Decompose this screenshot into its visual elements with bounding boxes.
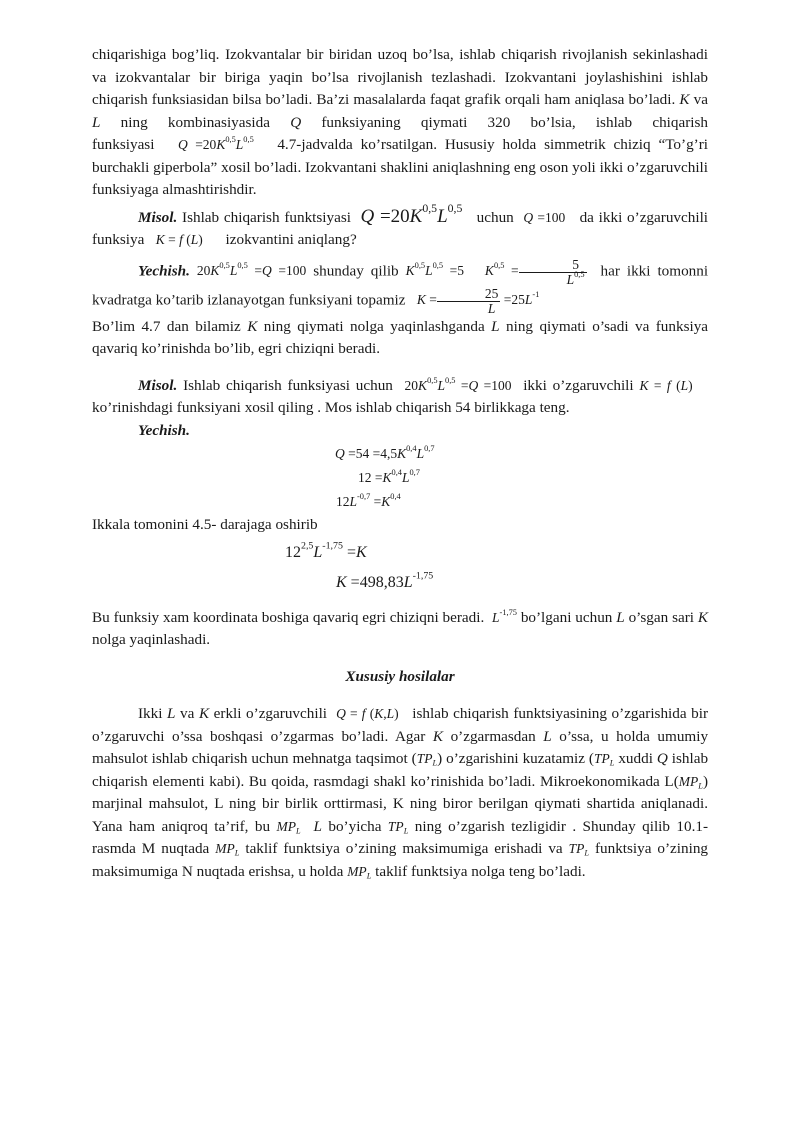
example-2: Misol. Ishlab chiqarish funksiyasi uchun $20K^{0,5}L^{0,5} =Q =100$ ikki o’zgaruvchili K = f (L) ko’rinishdagi funksiyani xosil qiling . Mos ishlab chiqarish 54 birlikkaga teng.	[92, 375, 693, 416]
page-content	[92, 44, 708, 883]
equation-5: $K =498,83L^{-1,75}$	[336, 570, 434, 591]
formula-q-of-kl: Q = f (K,L)	[336, 706, 399, 722]
solution-1: Yechish. $20K^{0,5}L^{0,5} =Q =100$ shunday qilib $K^{0,5}L^{0,5} =5$ K$^{0,5}$ = $\frac{5}{L^{0,5}}$ har ikkі tomonni kvadratga ko’tarib izlanayotgan funksiyani topamiz K = $\frac{25}{L}$ $=25L^{-1}$	[92, 256, 709, 316]
paragraph-izokvanta: chiqarishiga bog’liq. Izokvantalar bir biridan uzoq bo’lsa, ishlab chiqarish rivojlanish sekinlashadi va izokvantalar bir biriga yaqin bo’lsa rivojlanish tezlashadi. Izokvantani joylashishini ishlab chiqarish funksiasidan bilsa bo’ladi. Ba’zi masalalarda faqat grafik orqali ham aniqlasa bo’ladi. K va L ning kombinasiyasida Q funksiyaning qiymati 320 bo’lsia, ishlab chiqarish funksiyasi $Q =20K^{0,5}L^{0,5}$ 4.7-jadvalda ko’rsatilgan. Hususiy holda simmetrik chiziq “To’g’ri burchakli giperbola” xosil bo’ladi. Izokvantani shaklini aniqlashning eng oson yoli ikki o’zgaruvchili funksiyaga almashtirishdir.	[92, 46, 709, 198]
formula-tpl-4: $TP_L$	[568, 841, 590, 858]
section-heading: Xususiy hosilalar	[345, 667, 455, 685]
formula-k-of-l-2: K = f (L)	[639, 377, 693, 393]
paragraph-funksiy: Bu funksiy xam koordinata boshiga qavariq egri chiziqni beradi. $L^{-1,75}$ bo’lgani uchun L o’sgan sari K nolga yaqinlashadi.	[92, 607, 709, 648]
equation-2: $12 =K^{0,4}L^{0,7}$	[358, 467, 420, 485]
paragraph-ikkala: Ikkala tomonini 4.5- darajaga oshirib	[92, 516, 318, 533]
paragraph-bolim: Bo’lim 4.7 dan bilamiz K ning qiymati nolga yaqinlashganda L ning qiymati o’sadi va funksiya qavariq ko’rinishda bo’lib, egri chiziqni beradi.	[92, 317, 709, 357]
formula-k-of-l: K = f (L)	[155, 232, 203, 247]
formula-solution-1b: $K^{0,5}L^{0,5} =5$	[405, 260, 464, 279]
formula-tpl-1: $TP_L$	[416, 751, 438, 768]
formula-solution-1d: K = $\frac{25}{L}$ $=25L^{-1}$	[416, 285, 540, 316]
equation-1: $Q =54 =4,5K^{0,4}L^{0,7}$	[335, 443, 435, 461]
formula-mpl-2: $MP_L$	[276, 818, 301, 836]
paragraph-xususiy: Ikki L va K erkli o’zgaruvchili Q = f (K,L) ishlab chiqarish funktsiyasining o’zgarishida bir o’zgaruvchi o’ssa boshqasi o’zgarmas bo’ladi. Agar K o’zgarmasdan L o’ssa, u holda umumiy mahsulot ishlab chiqarish uchun mehnatga taqsimot $(TP_L)$ o’zgarishini kuzatamiz ($TP_L$ xuddi Q ishlab chiqarish elementi kabi). Bu qoida, rasmdagi shakl ko’rinishida bo’ladi. Mikroekonomikada $L(MP_L)$ marjinal mahsulot, L ning bir birlik orttirmasi, K ning biror berilgan qiymati shartida aniqlanadi. Yana ham aniqroq ta’rif, bu $MP_L$ L bo’yicha $TP_L$ ning o’zgarish tezligidir . Shunday qilib 10.1-rasmda M nuqtada $MP_L$ taklif funktsiya o’zining maksimumiga erishadi va $TP_L$ funktsiya o’zining maksimumiga N nuqtada erishsa, u holda $MP_L$ taklif funktsiya nolga teng bo’ladi.	[92, 705, 709, 881]
formula-example-2: $20K^{0,5}L^{0,5} =Q =100$	[404, 375, 512, 393]
formula-solution-1c: K$^{0,5}$ = $\frac{5}{L^{0,5}}$	[484, 256, 585, 287]
formula-solution-1a: $20K^{0,5}L^{0,5} =Q =100$	[196, 260, 307, 279]
example-1: Misol. Ishlab chiqarish funktsiyasi $Q =20K^{0,5}L^{0,5}$ uchun Q =100 da ikki o’zgaruvchili funksiya K = f (L) izokvantini aniqlang?	[92, 201, 709, 248]
formula-mpl-4: $MP_L$	[347, 863, 372, 881]
formula-tpl-3: $TP_L$	[387, 818, 409, 836]
solution-2-label: Yechish.	[138, 421, 190, 439]
formula-production-function: $Q =20K^{0,5}L^{0,5}$	[178, 134, 254, 152]
equation-3: $12L^{-0,7} =K^{0,4}$	[336, 491, 401, 509]
formula-mpl-1: $MP_L$	[678, 773, 703, 791]
formula-mpl-3: $MP_L$	[215, 841, 240, 858]
formula-l-power: $L^{-1,75}$	[492, 607, 517, 625]
equation-4: $12^{2,5}L^{-1,75} =K$	[285, 540, 367, 561]
formula-production-function-large: $Q =20K^{0,5}L^{0,5}$	[360, 201, 463, 227]
formula-q-100: Q =100	[523, 209, 566, 225]
formula-tpl-2: $TP_L$	[593, 751, 615, 768]
